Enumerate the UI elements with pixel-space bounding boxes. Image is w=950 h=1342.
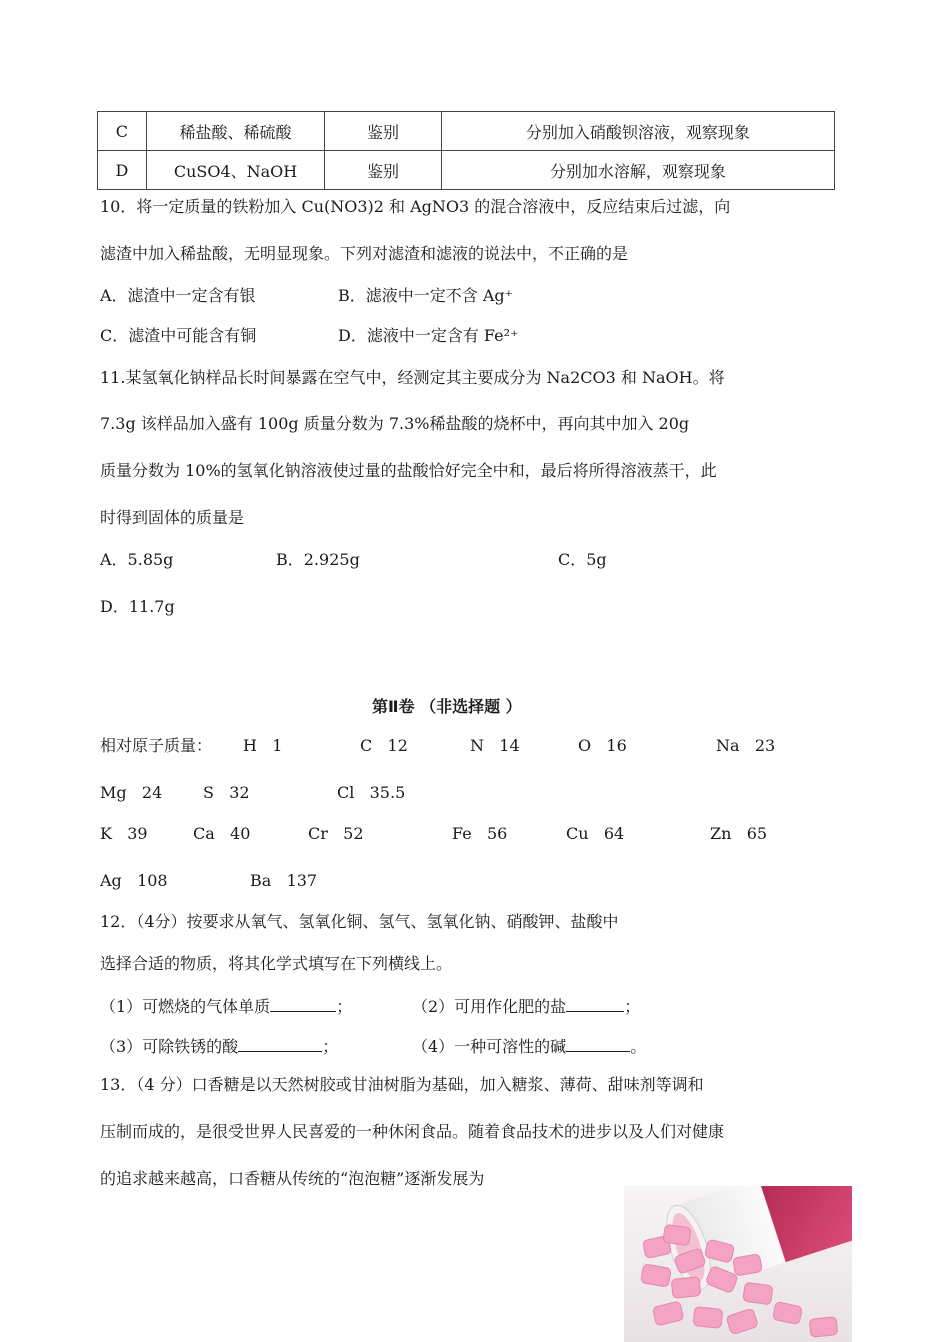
row-purpose: 鉴别 xyxy=(325,112,442,151)
q13-line1: 13．（4 分）口香糖是以天然树胶或甘油树脂为基础，加入糖浆、薄荷、甜味剂等调和 xyxy=(100,1075,704,1094)
q12-line2: 选择合适的物质，将其化学式填写在下列横线上。 xyxy=(100,954,453,973)
q11-line4: 时得到固体的质量是 xyxy=(100,508,245,527)
answer-blank[interactable] xyxy=(566,995,624,1012)
row-label: C xyxy=(98,112,147,151)
q11-line1: 11.某氢氧化钠样品长时间暴露在空气中，经测定其主要成分为 Na2CO3 和 NaOH。将 xyxy=(100,368,725,387)
atomic-mass-entry: S 32 xyxy=(203,783,250,802)
section-title: 第Ⅱ卷 （非选择题 ） xyxy=(372,697,522,716)
table-row xyxy=(98,112,835,151)
atomic-mass-entry: Ag 108 xyxy=(100,871,168,890)
q10-line2: 滤渣中加入稀盐酸，无明显现象。下列对滤渣和滤液的说法中，不正确的是 xyxy=(100,244,629,263)
answer-blank[interactable] xyxy=(270,995,336,1012)
atomic-mass-entry: Cu 64 xyxy=(566,824,625,843)
gum-illustration xyxy=(624,1186,852,1342)
q10-option-b: B．滤液中一定不含 Ag⁺ xyxy=(338,286,514,305)
q10-option-c: C．滤渣中可能含有铜 xyxy=(100,326,257,345)
row-purpose: 鉴别 xyxy=(325,151,442,190)
atomic-mass-entry: Cr 52 xyxy=(308,824,364,843)
q11-option-d: D．11.7g xyxy=(100,597,175,616)
row-substances: 稀盐酸、稀硫酸 xyxy=(146,112,324,151)
row-method: 分别加水溶解，观察现象 xyxy=(441,151,834,190)
row-label: D xyxy=(98,151,147,190)
q10-option-d: D．滤液中一定含有 Fe²⁺ xyxy=(338,326,519,345)
q12-item-4: （4）一种可溶性的碱 。 xyxy=(412,1037,647,1056)
q10-line1: 10．将一定质量的铁粉加入 Cu(NO3)2 和 AgNO3 的混合溶液中，反应结束后过滤，向 xyxy=(100,197,731,216)
chewing-gum-photo xyxy=(624,1186,852,1342)
answer-blank[interactable] xyxy=(238,1035,322,1052)
q11-line3: 质量分数为 10%的氢氧化钠溶液使过量的盐酸恰好完全中和，最后将所得溶液蒸干，此 xyxy=(100,461,717,480)
q13-line3: 的追求越来越高，口香糖从传统的“泡泡糖”逐渐发展为 xyxy=(100,1169,485,1188)
table-row xyxy=(98,151,835,190)
atomic-mass-entry: Ba 137 xyxy=(250,871,318,890)
q10-option-a: A．滤渣中一定含有银 xyxy=(100,286,256,305)
q12-line1: 12．（4分）按要求从氧气、氢氧化铜、氢气、氢氧化钠、硝酸钾、盐酸中 xyxy=(100,912,619,931)
atomic-mass-entry: O 16 xyxy=(578,736,627,755)
answer-blank[interactable] xyxy=(566,1035,630,1052)
q11-option-b: B．2.925g xyxy=(276,550,360,569)
q11-option-a: A．5.85g xyxy=(100,550,174,569)
atomic-mass-entry: C 12 xyxy=(360,736,408,755)
q12-item-2: （2）可用作化肥的盐 ； xyxy=(412,997,641,1016)
atomic-mass-entry: N 14 xyxy=(470,736,520,755)
row-substances: CuSO4、NaOH xyxy=(146,151,324,190)
q13-line2: 压制而成的，是很受世界人民喜爱的一种休闲食品。随着食品技术的进步以及人们对健康 xyxy=(100,1122,725,1141)
atomic-mass-entry: H 1 xyxy=(243,736,283,755)
atomic-mass-entry: Fe 56 xyxy=(452,824,508,843)
atomic-mass-label: 相对原子质量： xyxy=(100,736,213,755)
atomic-mass-entry: K 39 xyxy=(100,824,148,843)
atomic-mass-entry: Ca 40 xyxy=(193,824,251,843)
row-method: 分别加入硝酸钡溶液，观察现象 xyxy=(441,112,834,151)
atomic-mass-entry: Zn 65 xyxy=(710,824,768,843)
atomic-mass-entry: Cl 35.5 xyxy=(337,783,406,802)
options-table xyxy=(97,111,835,190)
q12-item-1: （1）可燃烧的气体单质 ； xyxy=(100,997,353,1016)
q11-line2: 7.3g 该样品加入盛有 100g 质量分数为 7.3%稀盐酸的烧杯中，再向其中加入 20g xyxy=(100,414,690,433)
q12-item-3: （3）可除铁锈的酸 ； xyxy=(100,1037,339,1056)
q11-option-c: C．5g xyxy=(558,550,607,569)
atomic-mass-entry: Na 23 xyxy=(716,736,776,755)
atomic-mass-entry: Mg 24 xyxy=(100,783,163,802)
